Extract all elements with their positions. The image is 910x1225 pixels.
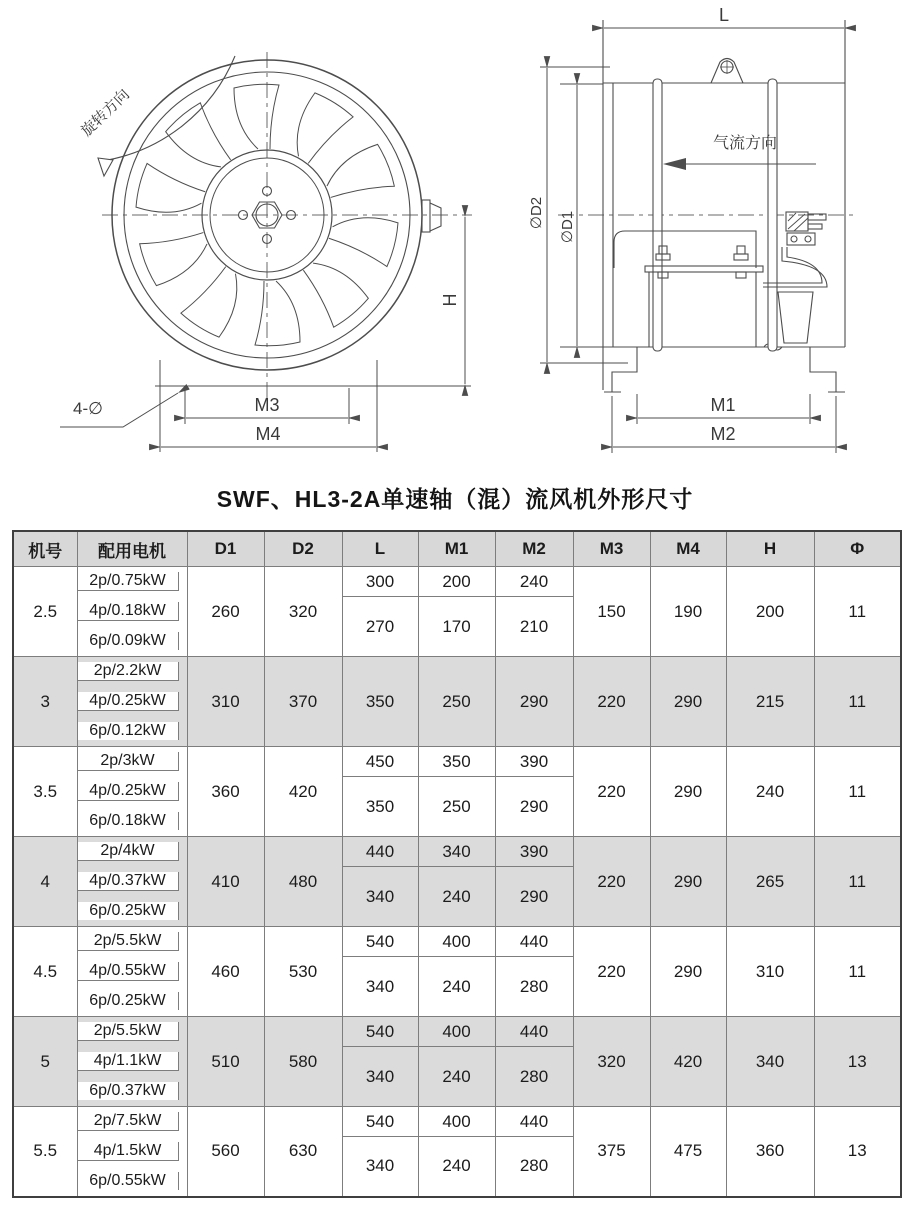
dim-cell-l: 350	[342, 777, 418, 837]
table-row	[13, 837, 901, 867]
dim-cell-m1: 340	[418, 837, 495, 867]
dim-cell-m1: 400	[418, 927, 495, 957]
motor-cell	[77, 987, 187, 1017]
motor-cell	[77, 1077, 187, 1107]
dim-cell-m1: 240	[418, 1137, 495, 1197]
col-header: M4	[650, 531, 726, 567]
model-cell: 3.5	[13, 747, 77, 837]
motor-cell	[77, 627, 187, 657]
dim-cell-m1: 200	[418, 567, 495, 597]
motor-label: 4p/0.37kW	[78, 872, 179, 891]
col-header: D1	[187, 531, 264, 567]
dim-cell-l: 340	[342, 957, 418, 1017]
col-header: H	[726, 531, 814, 567]
lifting-lug	[711, 59, 743, 84]
model-cell: 3	[13, 657, 77, 747]
motor-label: 4p/0.25kW	[78, 782, 179, 801]
dim-cell-m3: 375	[573, 1107, 650, 1197]
dim-cell-m4: 290	[650, 927, 726, 1017]
dim-cell-m3: 220	[573, 837, 650, 927]
label-mounting-holes: 4-∅	[73, 399, 103, 418]
dim-cell-d2: 480	[264, 837, 342, 927]
dim-cell-m2: 280	[495, 1137, 573, 1197]
motor-cell	[77, 747, 187, 777]
motor-label: 2p/2.2kW	[78, 662, 179, 681]
dim-cell-d2: 320	[264, 567, 342, 657]
motor-cell	[77, 957, 187, 987]
model-cell: 4.5	[13, 927, 77, 1017]
dim-cell-m3: 220	[573, 747, 650, 837]
dim-cell-d1: 560	[187, 1107, 264, 1197]
airflow-direction-arrow	[663, 158, 816, 170]
dim-cell-m2: 440	[495, 927, 573, 957]
dim-cell-m2: 280	[495, 1047, 573, 1107]
motor-cell	[77, 717, 187, 747]
table-row	[13, 927, 901, 957]
motor-label: 6p/0.25kW	[78, 992, 179, 1010]
dim-cell-m2: 290	[495, 867, 573, 927]
centerlines	[102, 52, 472, 400]
dim-cell-phi: 11	[814, 747, 901, 837]
dim-cell-d2: 580	[264, 1017, 342, 1107]
dim-cell-l: 340	[342, 1137, 418, 1197]
filled-arrowhead	[663, 158, 686, 170]
mounting-bolt-right	[734, 246, 748, 278]
dim-cell-m1: 350	[418, 747, 495, 777]
motor-cell	[77, 927, 187, 957]
dim-cell-h: 340	[726, 1017, 814, 1107]
col-header: 配用电机	[77, 531, 187, 567]
col-header: M1	[418, 531, 495, 567]
dim-cell-m2: 390	[495, 837, 573, 867]
col-header: L	[342, 531, 418, 567]
dim-cell-d1: 510	[187, 1017, 264, 1107]
table-row	[13, 1107, 901, 1137]
side-dimension-lines	[540, 28, 844, 453]
motor-cell	[77, 807, 187, 837]
dim-cell-l: 540	[342, 927, 418, 957]
support-leg	[778, 292, 813, 343]
motor-label: 4p/1.1kW	[78, 1052, 179, 1071]
flange-ring-2	[768, 79, 777, 351]
dim-cell-l: 350	[342, 657, 418, 747]
dimension-table	[12, 530, 902, 1198]
dim-cell-m3: 220	[573, 657, 650, 747]
dim-cell-m2: 390	[495, 747, 573, 777]
dim-cell-m4: 290	[650, 837, 726, 927]
motor-label: 6p/0.25kW	[78, 902, 179, 920]
motor-cell	[77, 837, 187, 867]
col-header: 机号	[13, 531, 77, 567]
motor-label: 2p/3kW	[78, 752, 179, 771]
dim-cell-h: 360	[726, 1107, 814, 1197]
motor-label: 4p/0.55kW	[78, 962, 179, 981]
dim-cell-phi: 13	[814, 1107, 901, 1197]
dim-cell-m1: 240	[418, 957, 495, 1017]
dim-cell-d1: 360	[187, 747, 264, 837]
motor-cell	[77, 567, 187, 597]
motor-cell	[77, 1017, 187, 1047]
table-row	[13, 567, 901, 597]
dim-cell-phi: 11	[814, 837, 901, 927]
mounting-feet	[604, 347, 845, 392]
motor-label: 2p/4kW	[78, 842, 179, 861]
dim-cell-m3: 220	[573, 927, 650, 1017]
motor-cell	[77, 657, 187, 687]
dim-cell-d2: 370	[264, 657, 342, 747]
col-header: M3	[573, 531, 650, 567]
model-cell: 4	[13, 837, 77, 927]
dim-cell-h: 310	[726, 927, 814, 1017]
label-d1: ∅D1	[559, 210, 576, 244]
dim-cell-h: 265	[726, 837, 814, 927]
col-header: M2	[495, 531, 573, 567]
dim-cell-l: 270	[342, 597, 418, 657]
dim-cell-phi: 13	[814, 1017, 901, 1107]
motor-cell	[77, 1047, 187, 1077]
dim-cell-m3: 150	[573, 567, 650, 657]
dim-cell-phi: 11	[814, 657, 901, 747]
table-row	[13, 657, 901, 687]
dim-cell-m1: 250	[418, 657, 495, 747]
dim-cell-h: 200	[726, 567, 814, 657]
table-row	[13, 1017, 901, 1047]
dim-cell-m2: 210	[495, 597, 573, 657]
motor-cell	[77, 1107, 187, 1137]
dim-cell-l: 300	[342, 567, 418, 597]
dim-cell-m1: 250	[418, 777, 495, 837]
dim-cell-l: 440	[342, 837, 418, 867]
dim-cell-m1: 400	[418, 1017, 495, 1047]
motor-assembly	[614, 231, 763, 347]
label-m3: M3	[254, 395, 280, 415]
label-h: H	[440, 293, 460, 307]
dim-cell-m1: 400	[418, 1107, 495, 1137]
motor-label: 4p/0.25kW	[78, 692, 179, 711]
col-header: Φ	[814, 531, 901, 567]
dim-cell-m2: 290	[495, 657, 573, 747]
rotation-direction-label: 旋转方向	[77, 85, 133, 140]
motor-cell	[77, 777, 187, 807]
label-m1: M1	[710, 395, 736, 415]
dim-cell-l: 450	[342, 747, 418, 777]
table-row	[13, 747, 901, 777]
dim-cell-d1: 310	[187, 657, 264, 747]
dim-cell-m2: 440	[495, 1017, 573, 1047]
dim-cell-m1: 240	[418, 867, 495, 927]
label-d2: ∅D2	[528, 196, 545, 230]
motor-label: 2p/5.5kW	[78, 932, 179, 951]
dim-cell-l: 540	[342, 1017, 418, 1047]
dim-cell-m2: 290	[495, 777, 573, 837]
side-view-drawing	[528, 5, 858, 453]
motor-label: 2p/7.5kW	[78, 1112, 179, 1131]
motor-cell	[77, 867, 187, 897]
motor-label: 2p/5.5kW	[78, 1022, 179, 1041]
front-view-drawing	[60, 52, 472, 452]
dim-cell-d1: 460	[187, 927, 264, 1017]
dim-cell-d2: 420	[264, 747, 342, 837]
table-head	[13, 531, 901, 567]
dim-cell-m2: 280	[495, 957, 573, 1017]
motor-cell	[77, 1167, 187, 1197]
dim-cell-d2: 530	[264, 927, 342, 1017]
dim-cell-m4: 290	[650, 747, 726, 837]
dim-cell-m4: 290	[650, 657, 726, 747]
dim-cell-phi: 11	[814, 927, 901, 1017]
dim-cell-d1: 410	[187, 837, 264, 927]
dim-cell-d1: 260	[187, 567, 264, 657]
dim-cell-d2: 630	[264, 1107, 342, 1197]
dim-cell-m1: 240	[418, 1047, 495, 1107]
dim-cell-l: 340	[342, 867, 418, 927]
motor-label: 2p/0.75kW	[78, 572, 179, 591]
motor-label: 6p/0.37kW	[78, 1082, 179, 1100]
terminal-box-front	[422, 200, 441, 232]
motor-cell	[77, 1137, 187, 1167]
rotation-direction-arrow	[98, 56, 235, 176]
airflow-direction-label: 气流方向	[712, 135, 778, 152]
model-cell: 2.5	[13, 567, 77, 657]
motor-label: 6p/0.18kW	[78, 812, 179, 830]
dim-cell-m3: 320	[573, 1017, 650, 1107]
dim-cell-m1: 170	[418, 597, 495, 657]
motor-label: 6p/0.12kW	[78, 722, 179, 740]
motor-label: 4p/0.18kW	[78, 602, 179, 621]
casing-outline	[603, 20, 845, 392]
label-m4: M4	[255, 424, 281, 444]
motor-label: 6p/0.09kW	[78, 632, 179, 650]
flange-ring-1	[653, 79, 662, 351]
model-cell: 5.5	[13, 1107, 77, 1197]
page-title: SWF、HL3-2A单速轴（混）流风机外形尺寸	[216, 486, 694, 512]
motor-label: 6p/0.55kW	[78, 1172, 179, 1190]
technical-drawings	[0, 0, 910, 474]
dim-cell-l: 540	[342, 1107, 418, 1137]
dim-cell-m4: 475	[650, 1107, 726, 1197]
motor-cell	[77, 597, 187, 627]
dim-cell-h: 240	[726, 747, 814, 837]
dim-cell-m2: 240	[495, 567, 573, 597]
motor-label: 4p/1.5kW	[78, 1142, 179, 1161]
motor-cell	[77, 687, 187, 717]
dim-cell-m2: 440	[495, 1107, 573, 1137]
dim-cell-h: 215	[726, 657, 814, 747]
front-dimension-lines	[60, 217, 471, 452]
motor-cell	[77, 897, 187, 927]
dim-cell-m4: 190	[650, 567, 726, 657]
dimension-table-wrap	[12, 530, 900, 1198]
dim-cell-phi: 11	[814, 567, 901, 657]
dim-cell-l: 340	[342, 1047, 418, 1107]
col-header: D2	[264, 531, 342, 567]
model-cell: 5	[13, 1017, 77, 1107]
hollow-arrowhead	[98, 158, 113, 176]
label-m2: M2	[710, 424, 736, 444]
label-l: L	[718, 5, 730, 25]
dim-cell-m4: 420	[650, 1017, 726, 1107]
